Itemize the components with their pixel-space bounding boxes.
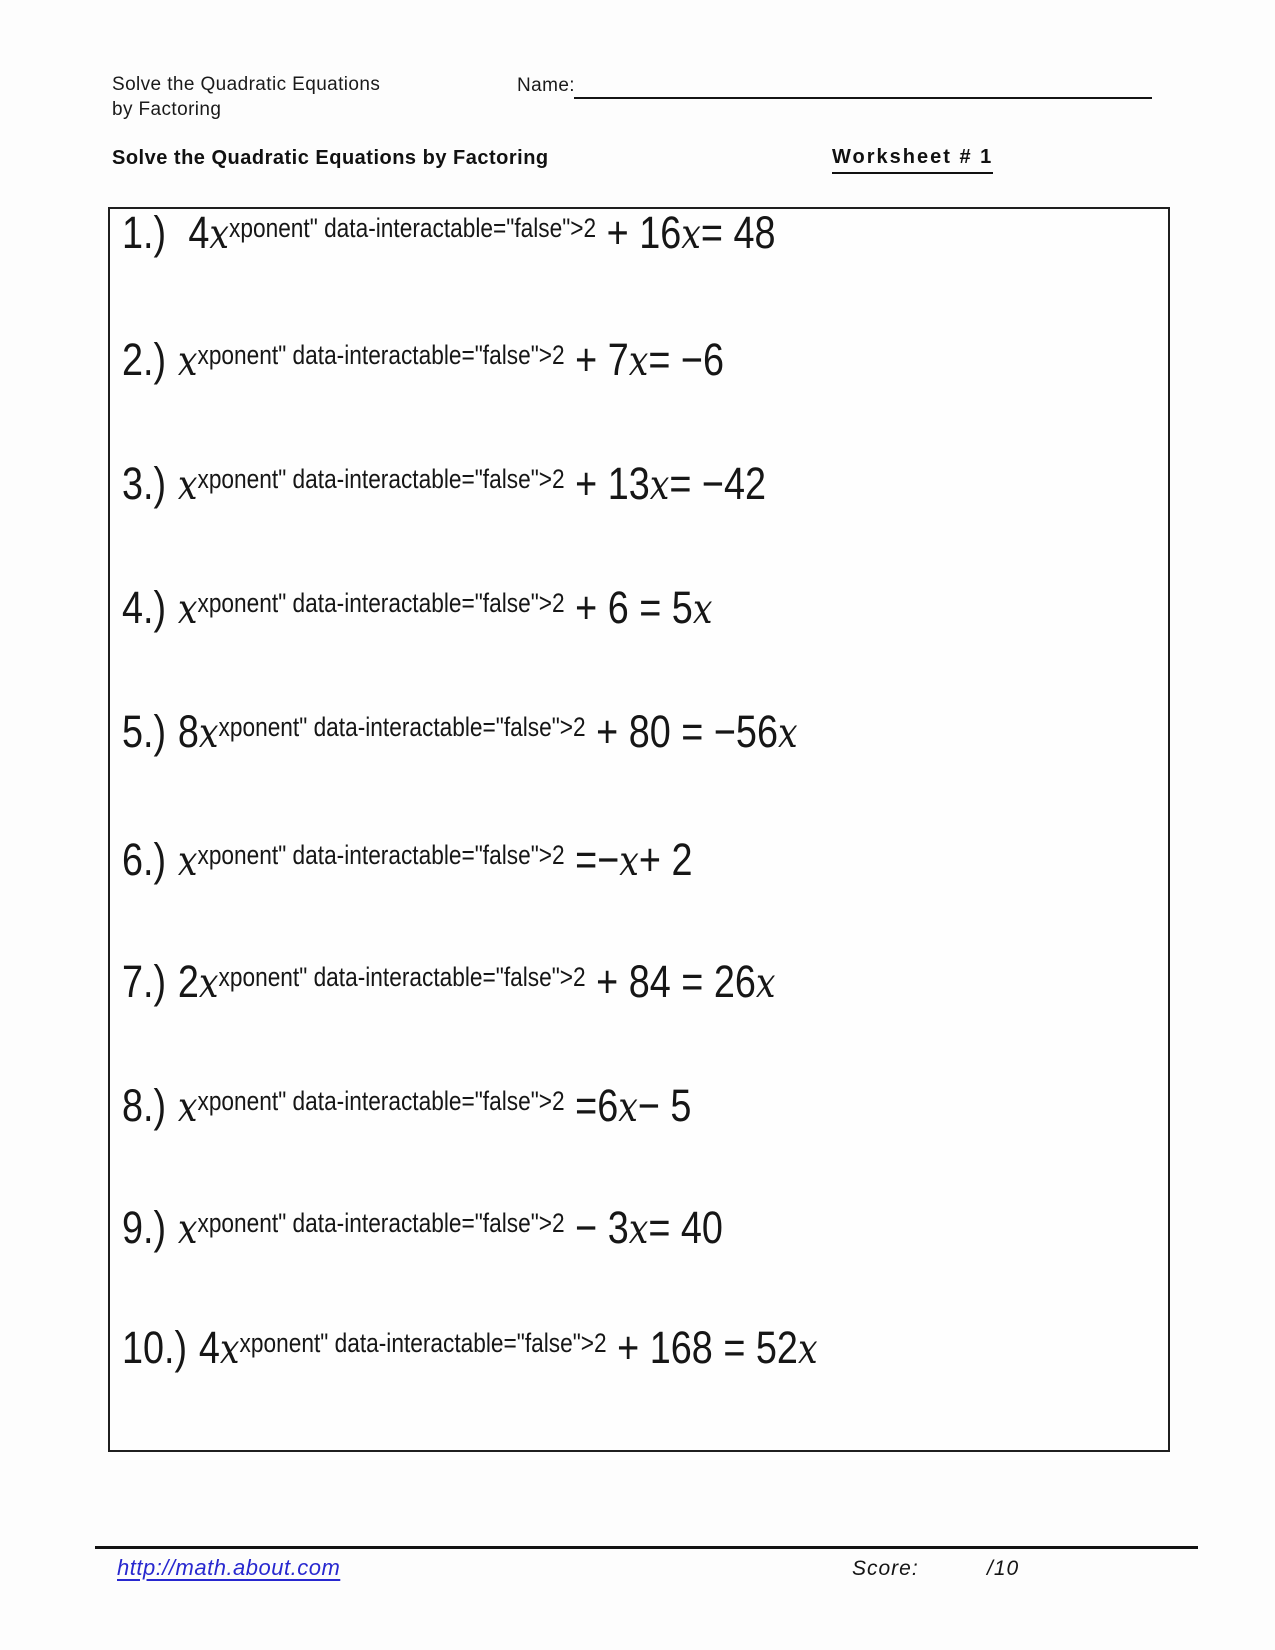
equation: $2x^{xponent" data-interactable="false">2} + 84 = 26x$ [177,956,776,1007]
problem-number: 6.) [122,834,167,885]
equation: $x^{xponent" data-interactable="false">2} + 7x= -6$ [177,334,725,385]
variable-x: x [755,959,776,1007]
e<span class=: xponent" data-interactable="false">2 [197,1086,565,1117]
variable-x: x [198,959,219,1007]
problem-row [122,327,724,393]
variable-x: x [628,1205,649,1253]
e<span class=: xponent" data-interactable="false">2 [239,1328,607,1359]
e<span class=: xponent" data-interactable="false">2 [197,464,565,495]
equation: $4x^{xponent" data-interactable="false">2} + 168 = 52x$ [198,1322,818,1373]
e<span class=: xponent" data-interactable="false">2 [197,340,565,371]
variable-x: x [177,1205,198,1253]
problem-number: 1.) [122,207,167,258]
variable-x: x [649,461,670,509]
variable-x: x [219,1325,240,1373]
e<span class=: xponent" data-interactable="false">2 [229,213,597,244]
equation: $x^{xponent" data-interactable="false">2} + 13x= -42$ [177,458,767,509]
problem-number: 2.) [122,334,167,385]
e<span class=: xponent" data-interactable="false">2 [218,712,586,743]
problem-row [122,1073,691,1139]
variable-x: x [619,837,639,885]
e<span class=: xponent" data-interactable="false">2 [197,588,565,619]
problem-row [122,1195,723,1261]
variable-x: x [797,1325,818,1373]
variable-x: x [681,210,701,258]
equation: $4x^{xponent" data-interactable="false">2} + 16x= 48$ [177,207,776,258]
variable-x: x [209,210,230,258]
equation: $x^{xponent" data-interactable="false">2} - 3x= 40$ [177,1202,723,1253]
worksheet-number: Worksheet # 1 [832,146,993,174]
footer-divider [95,1546,1198,1549]
variable-x: x [177,337,198,385]
problem-row [122,1315,818,1381]
problem-row [122,451,766,517]
e<span class=: xponent" data-interactable="false">2 [218,962,586,993]
doc-title-line1: Solve the Quadratic Equations [112,74,381,95]
problem-row [122,949,776,1015]
problem-number: 8.) [122,1080,167,1131]
problem-row [122,827,692,893]
variable-x: x [177,837,198,885]
e<span class=: xponent" data-interactable="false">2 [197,840,565,871]
source-link[interactable]: http://math.about.com [117,1555,341,1580]
section-title: Solve the Quadratic Equations by Factoring [112,147,549,169]
problem-number: 10.) [122,1322,188,1373]
variable-x: x [628,337,649,385]
variable-x: x [777,709,798,757]
problem-number: 7.) [122,956,167,1007]
variable-x: x [177,1083,198,1131]
variable-x: x [198,709,219,757]
score-label: Score: [852,1557,919,1580]
equation: $x^{xponent" data-interactable="false">2} =6x- 5$ [177,1080,692,1131]
problem-number: 9.) [122,1202,167,1253]
score-value: /10 [987,1557,1020,1580]
variable-x: x [692,585,713,633]
equation: $x^{xponent" data-interactable="false">2} + 6 = 5x$ [177,582,713,633]
problem-row [122,699,798,765]
problem-number: 4.) [122,582,167,633]
equation: $8x^{xponent" data-interactable="false">2} + 80 = -56x$ [177,706,798,757]
name-label: Name: [517,75,575,96]
variable-x: x [177,585,198,633]
problem-row [122,575,712,641]
e<span class=: xponent" data-interactable="false">2 [197,1208,565,1239]
doc-title-line2: by Factoring [112,99,222,120]
variable-x: x [177,461,198,509]
equation: $x^{xponent" data-interactable="false">2} =-x+ 2$ [177,834,693,885]
problem-number: 3.) [122,458,167,509]
variable-x: x [618,1083,638,1131]
problem-number: 5.) [122,706,167,757]
problem-row [122,200,776,266]
